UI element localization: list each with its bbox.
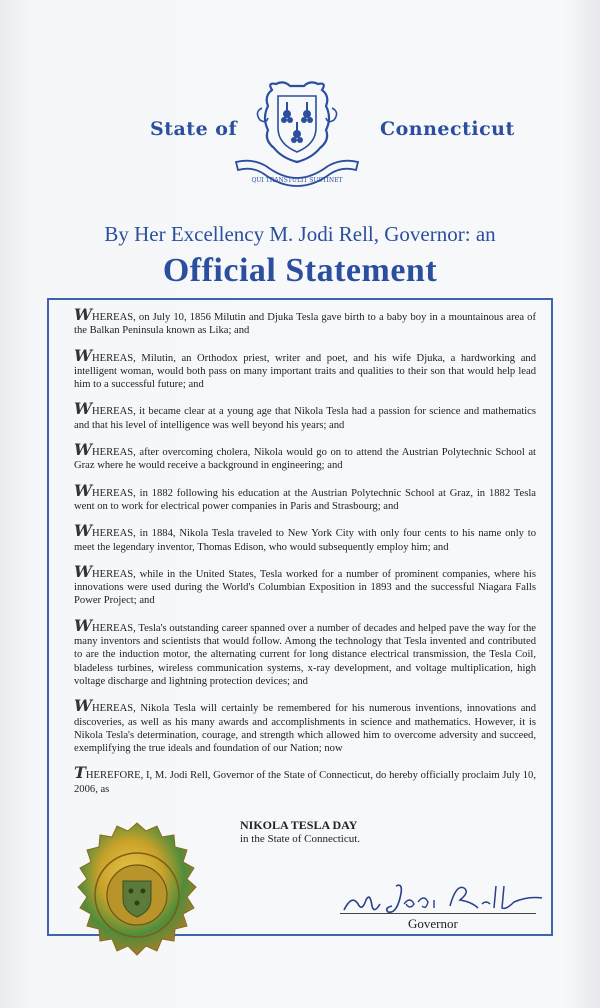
paragraph-text: HEREAS, in 1884, Nikola Tesla traveled to New York City with only four cents to his name only to meet the legendary inventor, Thomas Edison, who would subsequently employ him; and <box>74 528 536 553</box>
drop-initial: W <box>74 345 92 365</box>
drop-initial: W <box>74 305 92 324</box>
drop-initial: W <box>74 696 92 716</box>
proclamation-place: in the State of Connecticut. <box>240 833 361 845</box>
drop-initial: T <box>74 763 86 783</box>
statement-body <box>74 305 536 809</box>
paragraph-text: HEREFORE, I, M. Jodi Rell, Governor of the State of Connecticut, do hereby officially proclaim July 10, 2006, as <box>74 770 536 795</box>
drop-initial: W <box>74 440 92 460</box>
whereas-paragraph-9 <box>74 696 536 755</box>
paragraph-text: HEREAS, after overcoming cholera, Nikola would go on to attend the Austrian Polytechnic School at Graz where he would receive a background in engineering; and <box>74 447 536 472</box>
whereas-paragraph-1 <box>74 305 536 338</box>
drop-initial: W <box>74 615 92 635</box>
whereas-paragraph-4 <box>74 440 536 473</box>
document-title: Official Statement <box>162 252 438 289</box>
paragraph-text: HEREAS, in 1882 following his education at the Austrian Polytechnic School at Graz, in 1882 Tesla went on to work for electrical power companies in Paris and Strasbourg; and <box>74 487 536 512</box>
whereas-paragraph-6 <box>74 521 536 554</box>
governor-subtitle: By Her Excellency M. Jodi Rell, Governor: an <box>104 222 496 246</box>
paragraph-text: HEREAS, Tesla's outstanding career spanned over a number of decades and helped pave the way for the many inventors and scientists that would follow. Among the technology that Tesla invented and contributed to are the induction motor, the alternating current for long distance electrical transmission, the Tesla Coil, bladeless turbines, wireless communication systems, x-ray development, and voltage multiplication, high voltage discharge and lightning protection devices; and <box>74 622 536 687</box>
drop-initial: W <box>74 480 92 500</box>
gold-seal-icon <box>64 820 210 970</box>
paragraph-text: HEREAS, on July 10, 1856 Milutin and Djuka Tesla gave birth to a baby boy in a mountainous area of the Balkan Peninsula known as Lika; and <box>74 312 536 337</box>
paragraph-text: HEREAS, Milutin, an Orthodox priest, writer and poet, and his wife Djuka, a hardworking and intelligent woman, would both pass on many important traits and qualities to their son that would help lead him to a successful future; and <box>74 352 536 391</box>
signature-line <box>340 913 536 914</box>
drop-initial: W <box>74 521 92 541</box>
connecticut-label: Connecticut <box>380 118 515 140</box>
whereas-paragraph-8 <box>74 615 536 688</box>
proclamation-day: NIKOLA TESLA DAY <box>240 818 358 832</box>
paragraph-text: HEREAS, while in the United States, Tesla worked for a number of prominent companies, where his innovations were used during the World's Columbian Exposition in 1893 and the successful Niagara Falls Power Project; and <box>74 568 536 607</box>
crest-motto: QUI TRANSTULIT SUSTINET <box>251 177 343 184</box>
paragraph-text: HEREAS, it became clear at a young age that Nikola Tesla had a passion for science and mathematics and that his level of intelligence was well beyond his years; and <box>74 406 536 431</box>
whereas-paragraph-5 <box>74 480 536 514</box>
paragraph-text: HEREAS, Nikola Tesla will certainly be remembered for his numerous inventions, innovations and discoveries, as well as his many awards and accomplishments in science and mathematics. However, it is Nikola Tesla's determination, courage, and strength which allowed him to overcome adversity and succeed, exemplifying the true ideals and foundation of our Nation; now <box>74 703 536 755</box>
drop-initial: W <box>74 561 92 581</box>
whereas-paragraph-2 <box>74 345 536 392</box>
state-crest-icon <box>232 78 362 190</box>
therefore-paragraph <box>74 763 536 796</box>
state-header <box>0 78 600 188</box>
whereas-paragraph-3 <box>74 399 536 432</box>
state-of-label: State of <box>150 118 238 140</box>
signatory-title: Governor <box>408 916 458 931</box>
whereas-paragraph-7 <box>74 561 536 608</box>
proclamation <box>240 818 360 845</box>
drop-initial: W <box>74 399 92 419</box>
